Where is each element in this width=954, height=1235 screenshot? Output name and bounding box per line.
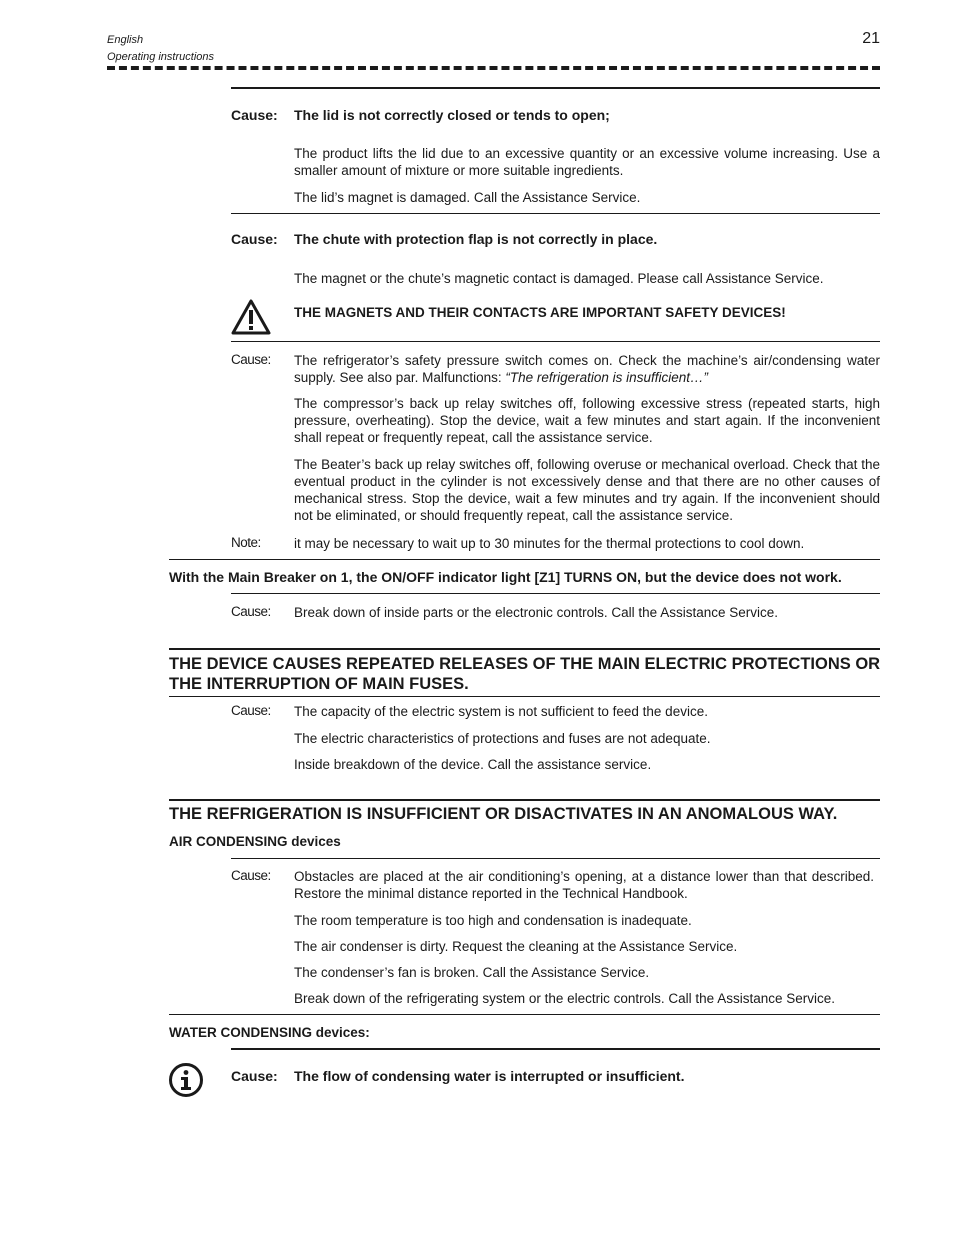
cause-label: Cause: xyxy=(231,1068,278,1084)
divider xyxy=(231,341,880,342)
warning-triangle-icon xyxy=(231,298,271,336)
paragraph-reference: “The refrigeration is insufficient…” xyxy=(505,370,708,385)
paragraph: The capacity of the electric system is not sufficient to feed the device. xyxy=(294,704,708,719)
cause-label: Cause: xyxy=(231,107,278,123)
cause-label: Cause: xyxy=(231,604,271,619)
cause-title: The lid is not correctly closed or tends to open; xyxy=(294,107,610,123)
cause-title: The chute with protection flap is not correctly in place. xyxy=(294,231,658,247)
divider xyxy=(231,593,880,594)
paragraph: The condenser’s fan is broken. Call the Assistance Service. xyxy=(294,965,650,980)
paragraph: The lid’s magnet is damaged. Call the Assistance Service. xyxy=(294,190,641,205)
header-language-text: English xyxy=(107,34,144,46)
paragraph: The compressor’s back up relay switches off, following excessive stress (repeated starts, high pressure, overheating). Stop the device, wait a few minutes and start again. If the inconvenient shall repeat or frequently repeat, call the assistance service. xyxy=(294,396,880,445)
paragraph: The room temperature is too high and condensation is inadequate. xyxy=(294,913,692,928)
header-language xyxy=(107,32,214,66)
subsection-heading: With the Main Breaker on 1, the ON/OFF indicator light [Z1] TURNS ON, but the device does not work. xyxy=(169,569,842,585)
divider xyxy=(231,1048,880,1050)
section-divider xyxy=(169,648,880,650)
cause-label: Cause: xyxy=(231,352,271,367)
section-divider xyxy=(169,799,880,801)
cause-label: Cause: xyxy=(231,703,271,718)
cause-title: The flow of condensing water is interrupted or insufficient. xyxy=(294,1068,685,1084)
subheading-air-condensing: AIR CONDENSING devices xyxy=(169,834,341,849)
paragraph: Inside breakdown of the device. Call the assistance service. xyxy=(294,757,652,772)
paragraph xyxy=(294,352,880,386)
note-text: it may be necessary to wait up to 30 minutes for the thermal protections to cool down. xyxy=(294,536,805,551)
paragraph: The magnet or the chute’s magnetic contact is damaged. Please call Assistance Service. xyxy=(294,271,824,286)
header-dashed-divider xyxy=(107,66,880,70)
paragraph-text: The refrigerator’s safety pressure switch comes on. Check the machine’s air/condensing water supply. See also par. Malfunctions: xyxy=(294,353,880,385)
paragraph: Break down of inside parts or the electronic controls. Call the Assistance Service. xyxy=(294,605,778,620)
divider xyxy=(231,858,880,859)
paragraph: The Beater’s back up relay switches off, following overuse or mechanical overload. Check that the eventual product in the cylinder is not excessively dense and that there are no other causes of mechanical stress. Stop the device, wait a few minutes and try again. If the inconvenient should not be eliminated, or should frequently repeat, call the assistance service. xyxy=(294,457,880,523)
warning-text: THE MAGNETS AND THEIR CONTACTS ARE IMPORTANT SAFETY DEVICES! xyxy=(294,305,786,320)
section-heading: THE DEVICE CAUSES REPEATED RELEASES OF THE MAIN ELECTRIC PROTECTIONS OR THE INTERRUPTION OF MAIN FUSES. xyxy=(169,655,881,693)
paragraph: Break down of the refrigerating system or the electric controls. Call the Assistance Service. xyxy=(294,991,835,1006)
header-doc-type: Operating instructions xyxy=(107,51,214,63)
section-heading: THE REFRIGERATION IS INSUFFICIENT OR DISACTIVATES IN AN ANOMALOUS WAY. xyxy=(169,805,838,823)
divider xyxy=(231,213,880,214)
subheading-water-condensing: WATER CONDENSING devices: xyxy=(169,1025,370,1040)
divider xyxy=(231,87,880,89)
paragraph: Obstacles are placed at the air conditioning’s opening, at a distance lower than that described. Restore the minimal distance reported in the Technical Handbook. xyxy=(294,869,874,901)
note-label: Note: xyxy=(231,535,261,550)
divider xyxy=(169,696,880,697)
paragraph: The air condenser is dirty. Request the cleaning at the Assistance Service. xyxy=(294,939,738,954)
paragraph: The product lifts the lid due to an excessive quantity or an excessive volume increasing. Use a smaller amount of mixture or more suitable ingredients. xyxy=(294,146,880,178)
info-icon xyxy=(168,1062,204,1098)
page-number: 21 xyxy=(862,30,880,47)
cause-label: Cause: xyxy=(231,231,278,247)
paragraph: The electric characteristics of protections and fuses are not adequate. xyxy=(294,731,711,746)
divider xyxy=(169,559,880,560)
cause-label: Cause: xyxy=(231,868,271,883)
divider xyxy=(169,1014,880,1015)
